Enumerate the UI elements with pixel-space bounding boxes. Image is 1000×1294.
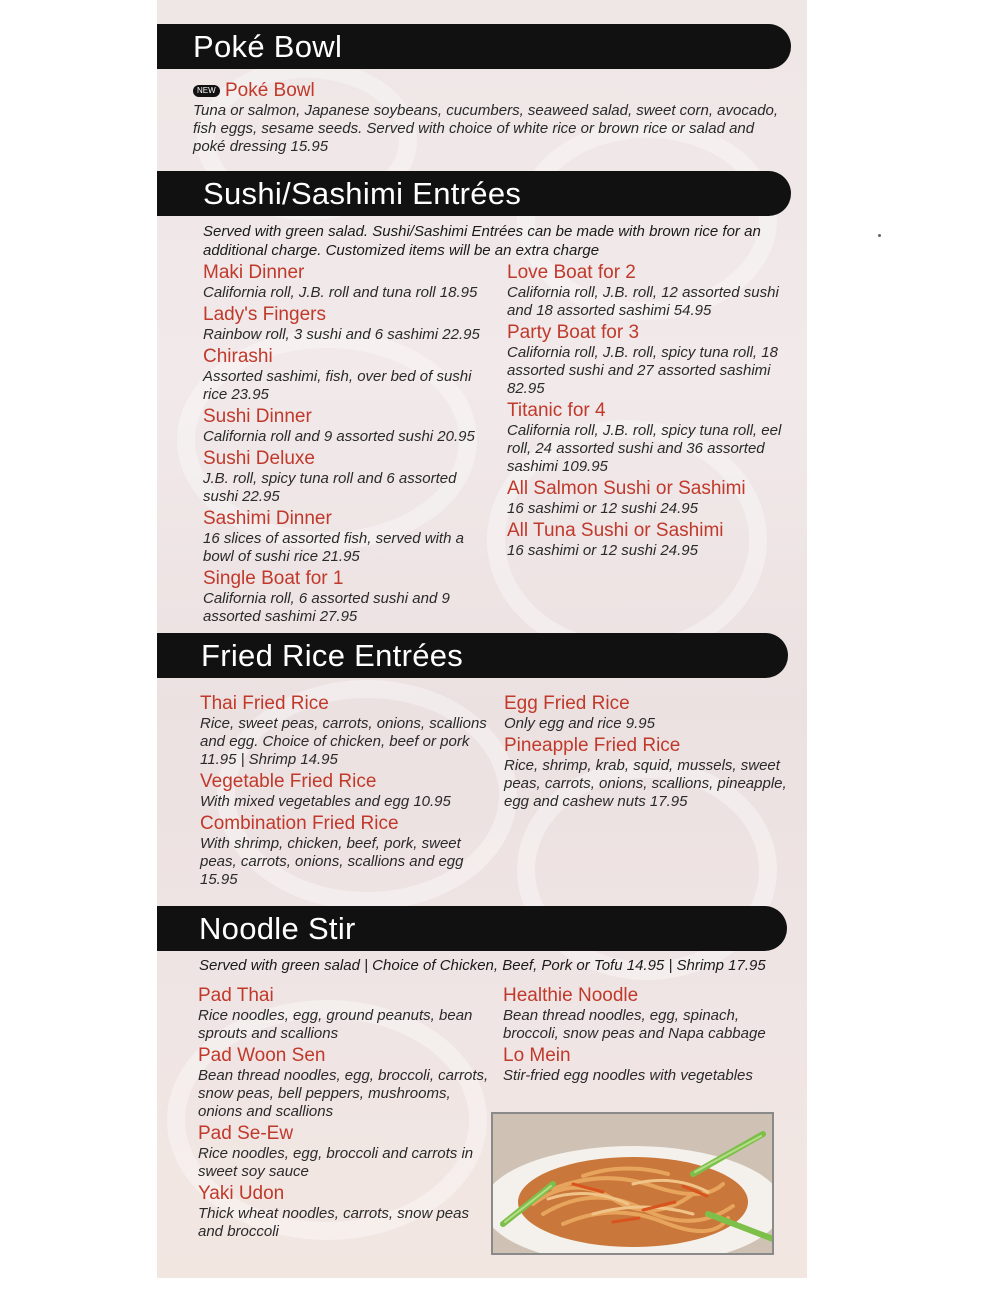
item-description: Rice noodles, egg, broccoli and carrots in sweet soy sauce: [198, 1145, 474, 1180]
item-name: Lady's Fingers: [203, 304, 326, 325]
item-description: California roll, J.B. roll, spicy tuna roll, eel roll, 24 assorted sushi and 36 assorted sashimi 109.95: [507, 422, 782, 475]
menu-item: [504, 735, 794, 811]
fried-right-column: [504, 693, 794, 813]
noodle-left-column: [198, 985, 490, 1243]
section-header-fried-rice: Fried Rice Entrées: [157, 633, 788, 678]
item-description: 16 slices of assorted fish, served with a bowl of sushi rice 21.95: [203, 530, 464, 565]
item-name: Single Boat for 1: [203, 568, 344, 589]
section-header-sushi: Sushi/Sashimi Entrées: [157, 171, 791, 216]
menu-item: [198, 985, 490, 1043]
noodle-right-column: [503, 985, 793, 1087]
item-description: California roll, J.B. roll, spicy tuna roll, 18 assorted sushi and 27 assorted sashimi 82.95: [507, 344, 778, 397]
item-name: Pad Woon Sen: [198, 1045, 326, 1066]
noodle-dish-photo: [491, 1112, 774, 1255]
item-description: 16 sashimi or 12 sushi 24.95: [507, 542, 698, 559]
item-name: Love Boat for 2: [507, 262, 636, 283]
item-name: Pineapple Fried Rice: [504, 735, 681, 756]
noodle-dish-illustration: [493, 1114, 774, 1255]
item-description: Assorted sashimi, fish, over bed of sushi rice 23.95: [203, 368, 472, 403]
item-description: California roll and 9 assorted sushi 20.95: [203, 428, 475, 445]
menu-item: [203, 568, 493, 626]
item-name: Poké Bowl: [224, 80, 315, 101]
menu-item: [507, 478, 797, 518]
item-name: Healthie Noodle: [503, 985, 639, 1006]
menu-item: [200, 693, 490, 769]
item-name: Combination Fried Rice: [200, 813, 399, 834]
menu-item: [198, 1183, 490, 1241]
menu-item: [198, 1123, 490, 1181]
menu-item: [507, 322, 797, 398]
item-description: Rice, shrimp, krab, squid, mussels, sweet peas, carrots, onions, scallions, pineapple, egg and cashew nuts 17.95: [504, 757, 787, 810]
menu-item: [203, 406, 493, 446]
item-description: Rainbow roll, 3 sushi and 6 sashimi 22.95: [203, 326, 480, 343]
item-name: Sashimi Dinner: [203, 508, 332, 529]
menu-item: [507, 400, 797, 476]
menu-page: [157, 0, 807, 1278]
item-name: Chirashi: [203, 346, 273, 367]
item-name: Pad Se-Ew: [198, 1123, 294, 1144]
menu-item: [503, 1045, 793, 1085]
item-description: California roll, J.B. roll, 12 assorted sushi and 18 assorted sashimi 54.95: [507, 284, 779, 319]
item-description: 16 sashimi or 12 sushi 24.95: [507, 500, 698, 517]
item-description: California roll, J.B. roll and tuna roll 18.95: [203, 284, 478, 301]
menu-item: [200, 813, 490, 889]
item-name: Sushi Dinner: [203, 406, 312, 427]
item-name: Vegetable Fried Rice: [200, 771, 377, 792]
item-description: Rice, sweet peas, carrots, onions, scallions and egg. Choice of chicken, beef or pork 11.95 | Shrimp 14.95: [200, 715, 487, 768]
poke-bowl-item: [193, 80, 783, 156]
menu-item: [203, 262, 493, 302]
sushi-intro: Served with green salad. Sushi/Sashimi Entrées can be made with brown rice for an additional charge. Customized items will be an extra charge: [203, 223, 761, 259]
item-description: With mixed vegetables and egg 10.95: [200, 793, 451, 810]
menu-item: [200, 771, 490, 811]
item-name: Lo Mein: [503, 1045, 571, 1066]
item-description: With shrimp, chicken, beef, pork, sweet peas, carrots, onions, scallions and egg 15.95: [200, 835, 464, 888]
item-description: California roll, 6 assorted sushi and 9 assorted sashimi 27.95: [203, 590, 450, 625]
fried-left-column: [200, 693, 490, 891]
item-name: Party Boat for 3: [507, 322, 640, 343]
item-description: Stir-fried egg noodles with vegetables: [503, 1067, 753, 1084]
item-name: Yaki Udon: [198, 1183, 285, 1204]
item-name: Titanic for 4: [507, 400, 606, 421]
section-header-noodle: Noodle Stir: [157, 906, 787, 951]
menu-item: [203, 508, 493, 566]
item-name: All Salmon Sushi or Sashimi: [507, 478, 746, 499]
item-description: Bean thread noodles, egg, spinach, broccoli, snow peas and Napa cabbage: [503, 1007, 766, 1042]
scan-speck: [878, 234, 881, 237]
menu-item: [198, 1045, 490, 1121]
sushi-right-column: [507, 262, 797, 562]
item-name: Sushi Deluxe: [203, 448, 315, 469]
menu-item: [503, 985, 793, 1043]
menu-item: [203, 346, 493, 404]
item-name: Thai Fried Rice: [200, 693, 329, 714]
item-description: Bean thread noodles, egg, broccoli, carrots, snow peas, bell peppers, mushrooms, onions and scallions: [198, 1067, 489, 1120]
item-name: Pad Thai: [198, 985, 274, 1006]
menu-item: [203, 448, 493, 506]
item-description: Tuna or salmon, Japanese soybeans, cucumbers, seaweed salad, sweet corn, avocado, fish eggs, sesame seeds. Served with choice of white rice or brown rice or salad and poké dressing 15.95: [193, 102, 779, 155]
menu-item: [504, 693, 794, 733]
section-header-poke-bowl: Poké Bowl: [157, 24, 791, 69]
item-name: Maki Dinner: [203, 262, 305, 283]
item-name: All Tuna Sushi or Sashimi: [507, 520, 724, 541]
noodle-intro: Served with green salad | Choice of Chicken, Beef, Pork or Tofu 14.95 | Shrimp 17.95: [199, 957, 766, 974]
sushi-left-column: [203, 262, 493, 628]
menu-item: [203, 304, 493, 344]
item-description: J.B. roll, spicy tuna roll and 6 assorted sushi 22.95: [203, 470, 457, 505]
menu-item: [507, 520, 797, 560]
menu-item: [507, 262, 797, 320]
item-description: Rice noodles, egg, ground peanuts, bean sprouts and scallions: [198, 1007, 473, 1042]
item-description: Thick wheat noodles, carrots, snow peas and broccoli: [198, 1205, 469, 1240]
item-description: Only egg and rice 9.95: [504, 715, 655, 732]
item-name: Egg Fried Rice: [504, 693, 630, 714]
new-badge: NEW: [193, 85, 220, 97]
